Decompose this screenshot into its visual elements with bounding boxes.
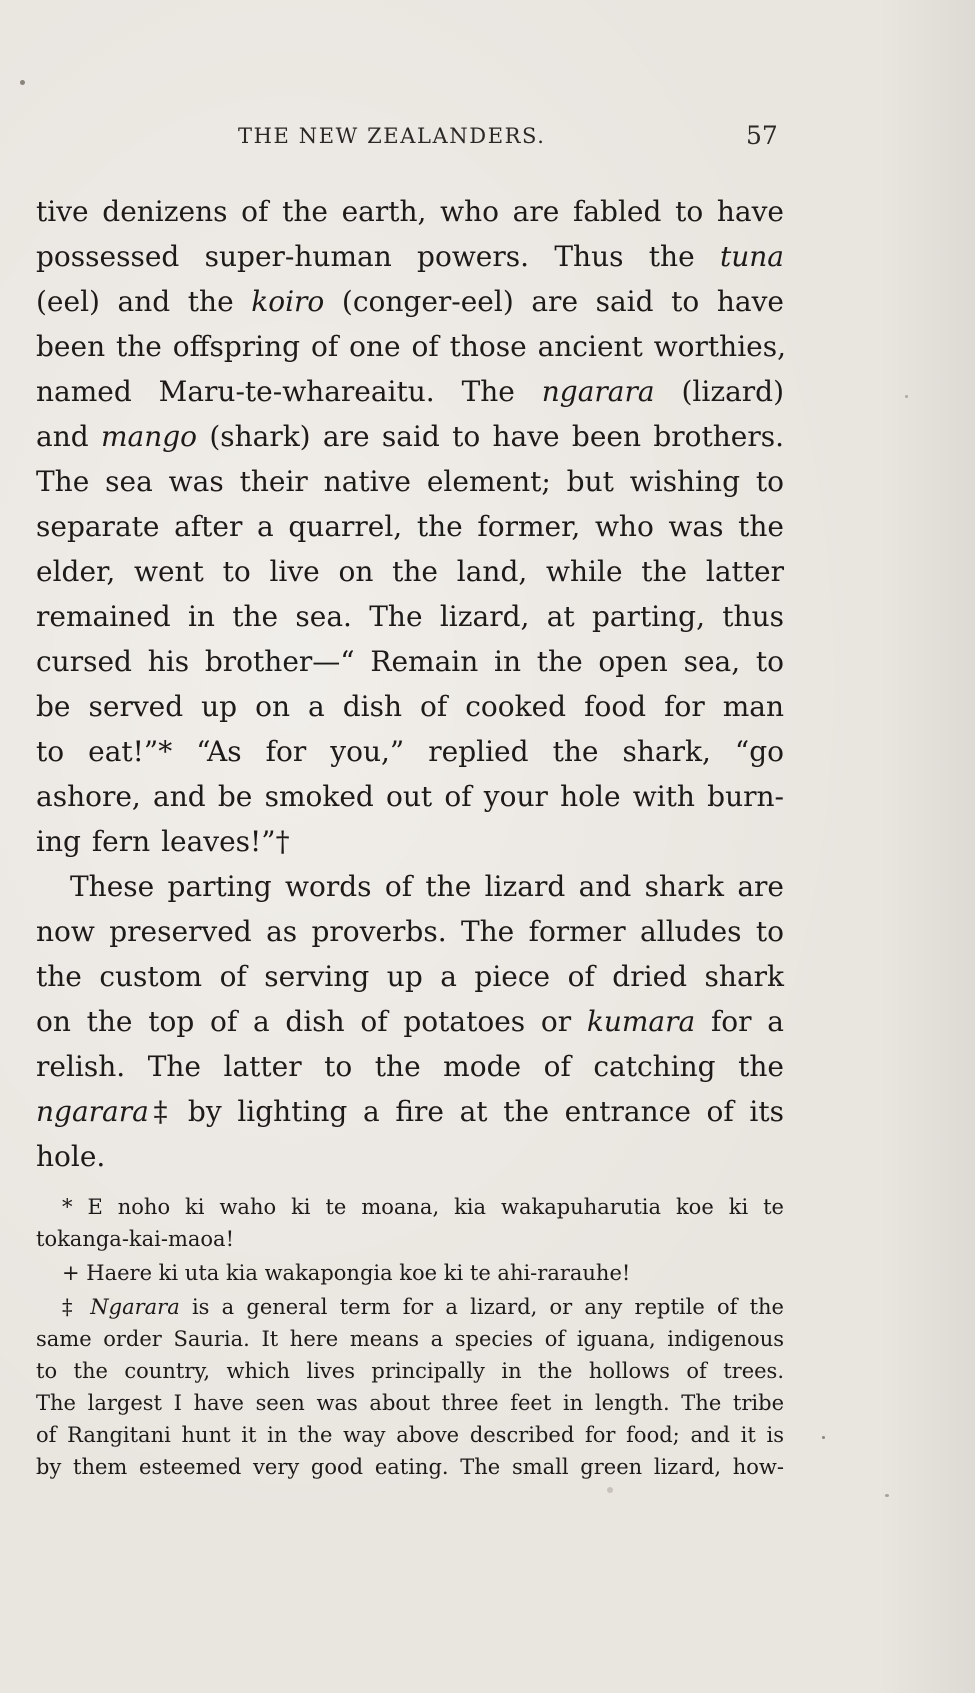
text-line: tive denizens of the earth, who are fabled to have — [36, 195, 784, 228]
footnote-line: of Rangitani hunt it in the way above described for food; and it is — [36, 1423, 784, 1447]
paragraph-end-line: ing fern leaves!”† — [36, 825, 290, 858]
paper-speck — [905, 395, 908, 398]
text-line: ashore, and be smoked out of your hole with burn- — [36, 780, 784, 813]
footnote-line: The largest I have seen was about three feet in length. The tribe — [36, 1391, 784, 1415]
text-line: ngarara‡ by lighting a fire at the entrance of its — [36, 1095, 784, 1128]
body-text — [36, 189, 784, 1179]
paper-speck — [822, 1436, 825, 1439]
footnote-line: same order Sauria. It here means a species of iguana, indigenous — [36, 1327, 784, 1351]
text-line: been the offspring of one of those ancient worthies, — [36, 330, 786, 363]
text-line: The sea was their native element; but wishing to — [36, 465, 784, 498]
text-line: remained in the sea. The lizard, at parting, thus — [36, 600, 784, 633]
text-line: cursed his brother—“ Remain in the open sea, to — [36, 645, 784, 678]
text-line: now preserved as proverbs. The former alludes to — [36, 915, 784, 948]
paragraph-end-line: hole. — [36, 1140, 106, 1173]
text-line: (eel) and the koiro (conger-eel) are said to have — [36, 285, 784, 318]
running-head: THE NEW ZEALANDERS. — [238, 124, 546, 148]
footnote-line: by them esteemed very good eating. The small green lizard, how- — [36, 1455, 784, 1479]
footnote-line: ‡ Ngarara is a general term for a lizard, or any reptile of the — [62, 1295, 784, 1319]
footnote-line: * E noho ki waho ki te moana, kia wakapuharutia koe ki te — [62, 1195, 784, 1219]
text-line: the custom of serving up a piece of dried shark — [36, 960, 784, 993]
text-line: and mango (shark) are said to have been brothers. — [36, 420, 784, 453]
paper-speck — [20, 80, 25, 85]
text-line: on the top of a dish of potatoes or kumara for a — [36, 1005, 784, 1038]
footnote-line: tokanga-kai-maoa! — [36, 1227, 235, 1251]
text-line: relish. The latter to the mode of catching the — [36, 1050, 784, 1083]
text-line: possessed super-human powers. Thus the tuna — [36, 240, 784, 273]
paper-speck — [885, 1494, 889, 1497]
paper-speck — [607, 1487, 613, 1493]
page-number: 57 — [746, 121, 778, 150]
paragraph-first-line: These parting words of the lizard and shark are — [70, 870, 784, 903]
footnote-line: + Haere ki uta kia wakapongia koe ki te ahi-rarauhe! — [62, 1261, 631, 1285]
text-line: to eat!”* “As for you,” replied the shark, “go — [36, 735, 784, 768]
footnotes — [36, 1191, 784, 1483]
text-line: be served up on a dish of cooked food for man — [36, 690, 784, 723]
footnote-line: to the country, which lives principally in the hollows of trees. — [36, 1359, 784, 1383]
text-line: named Maru-te-whareaitu. The ngarara (lizard) — [36, 375, 784, 408]
text-line: elder, went to live on the land, while the latter — [36, 555, 784, 588]
text-line: separate after a quarrel, the former, who was the — [36, 510, 784, 543]
